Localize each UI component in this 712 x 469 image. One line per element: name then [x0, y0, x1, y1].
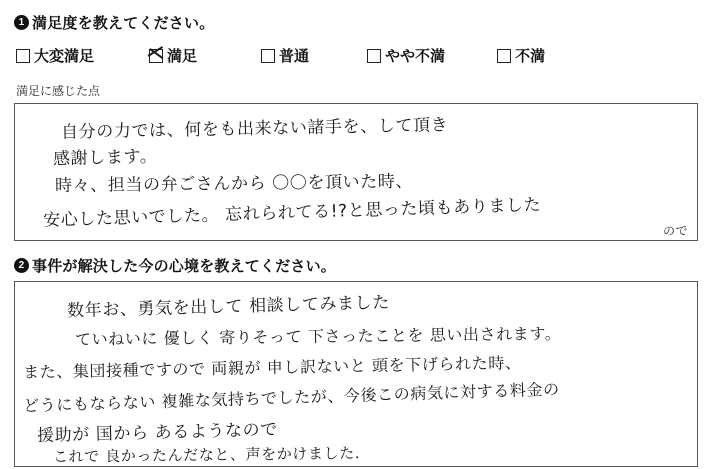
handwritten-line: 自分の力では、何をも出来ない諸手を、して頂き — [60, 115, 449, 143]
handwritten-line: また、集団接種ですので 両親が 申し訳ないと 頭を下げられた時、 — [22, 353, 522, 382]
question-2-text: 事件が解決した今の心境を教えてください。 — [32, 258, 337, 275]
choice-label-neutral: 普通 — [279, 48, 310, 65]
handwritten-line: 数年お、勇気を出して 相談してみました — [66, 292, 391, 322]
handwritten-line: 援助が 国から あるようなので — [36, 419, 279, 447]
question-1-number: 1 — [14, 15, 29, 30]
choice-label-dissatisfied: 不満 — [515, 48, 546, 65]
question-2-number: 2 — [14, 258, 29, 273]
handwritten-line: ので — [662, 223, 689, 239]
choice-label-very-satisfied: 大変満足 — [34, 48, 95, 65]
choice-neutral[interactable] — [261, 45, 309, 66]
checkbox-neutral[interactable] — [261, 49, 275, 63]
choice-somewhat-dissatisfied[interactable] — [367, 45, 445, 66]
choice-dissatisfied[interactable] — [497, 45, 545, 66]
choice-label-somewhat-dissatisfied: やや不満 — [385, 48, 446, 65]
question-1-heading — [14, 12, 698, 33]
question-1-text: 満足度を教えてください。 — [32, 15, 215, 32]
choice-satisfied[interactable] — [149, 45, 197, 66]
checkbox-dissatisfied[interactable] — [497, 49, 511, 63]
handwritten-line: 感謝します。 — [52, 146, 158, 170]
satisfaction-choice-group — [14, 45, 698, 66]
handwritten-line: これで 良かったんだなと、声をかけました. — [52, 444, 361, 466]
question-2-heading — [14, 255, 698, 276]
checkbox-somewhat-dissatisfied[interactable] — [367, 49, 381, 63]
handwritten-line: 安心した思いでした。 忘れられてる!?と思った頃もありました — [42, 195, 542, 231]
answer-box-satisfaction-reason[interactable] — [14, 103, 698, 241]
answer-box-current-feelings[interactable] — [14, 281, 698, 467]
checkbox-satisfied[interactable] — [149, 49, 163, 63]
choice-very-satisfied[interactable] — [16, 45, 94, 66]
handwritten-line: どうにもならない 複雑な気持ちでしたが、今後この病気に対する料金の — [22, 379, 560, 416]
checkbox-very-satisfied[interactable] — [16, 49, 30, 63]
choice-label-satisfied: 満足 — [167, 48, 198, 65]
satisfaction-reason-label: 満足に感じた点 — [16, 84, 101, 98]
handwritten-line: 時々、担当の弁ごさんから 〇〇を頂いた時、 — [54, 171, 414, 197]
handwritten-line: ていねいに 優しく 寄りそって 下さったことを 思い出されます。 — [74, 324, 562, 349]
